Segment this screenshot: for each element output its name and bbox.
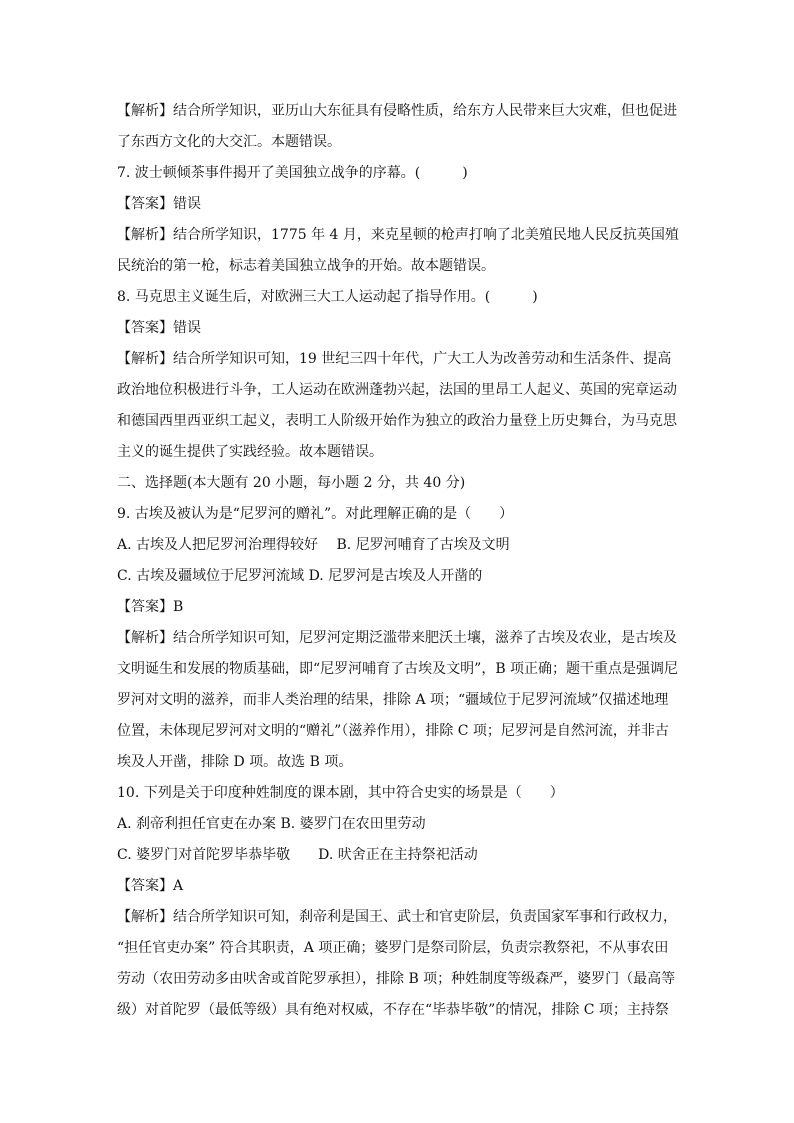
answer-7: 【答案】错误 bbox=[117, 196, 201, 212]
question-9: 9. 古埃及被认为是“尼罗河的赠礼”。对此理解正确的是（ ） bbox=[117, 506, 514, 522]
question-9-options-cd: C. 古埃及疆域位于尼罗河流域 D. 尼罗河是古埃及人开凿的 bbox=[117, 568, 483, 584]
answer-9: 【答案】B bbox=[117, 599, 184, 615]
question-9-options-ab: A. 古埃及人把尼罗河治理得较好 B. 尼罗河哺育了古埃及文明 bbox=[117, 537, 510, 553]
analysis-8-line-3: 和德国西里西亚织工起义，表明工人阶级开始作为独立的政治力量登上历史舞台，为马克思 bbox=[117, 413, 677, 429]
answer-8: 【答案】错误 bbox=[117, 320, 201, 336]
analysis-7-line-1: 【解析】结合所学知识，1775 年 4 月，来克星顿的枪声打响了北美殖民地人民反抗英国殖 bbox=[117, 227, 679, 243]
answer-10: 【答案】A bbox=[117, 878, 184, 894]
question-10-options-ab: A. 刹帝利担任官吏在办案 B. 婆罗门在农田里劳动 bbox=[117, 816, 426, 832]
analysis-10-line-4: 级）对首陀罗（最低等级）具有绝对权威，不存在“毕恭毕敬”的情况，排除 C 项；主持祭 bbox=[117, 1002, 669, 1018]
question-7: 7. 波士顿倾茶事件揭开了美国独立战争的序幕。( ) bbox=[117, 165, 468, 181]
analysis-9-line-2: 文明诞生和发展的物质基础，即“尼罗河哺育了古埃及文明”，B 项正确；题干重点是强调尼 bbox=[117, 661, 679, 677]
section-heading: 二、选择题(本大题有 20 小题，每小题 2 分，共 40 分) bbox=[117, 475, 466, 491]
analysis-8-line-4: 主义的诞生提供了实践经验。故本题错误。 bbox=[117, 444, 383, 460]
analysis-6-line-1: 【解析】结合所学知识，亚历山大东征具有侵略性质，给东方人民带来巨大灾难，但也促进 bbox=[117, 103, 677, 119]
analysis-10-line-1: 【解析】结合所学知识可知，刹帝利是国王、武士和官吏阶层，负责国家军事和行政权力， bbox=[117, 909, 677, 925]
question-8: 8. 马克思主义诞生后，对欧洲三大工人运动起了指导作用。( ) bbox=[117, 289, 538, 305]
analysis-8-line-1: 【解析】结合所学知识可知，19 世纪三四十年代，广大工人为改善劳动和生活条件、提高 bbox=[117, 351, 672, 367]
question-10-options-cd: C. 婆罗门对首陀罗毕恭毕敬 D. 吠舍正在主持祭祀活动 bbox=[117, 847, 478, 863]
analysis-6-line-2: 了东西方文化的大交汇。本题错误。 bbox=[117, 134, 341, 150]
analysis-9-line-1: 【解析】结合所学知识可知，尼罗河定期泛滥带来肥沃土壤，滋养了古埃及农业，是古埃及 bbox=[117, 630, 677, 646]
analysis-9-line-4: 位置，未体现尼罗河对文明的“赠礼”（滋养作用），排除 C 项；尼罗河是自然河流，并非古 bbox=[117, 723, 669, 739]
analysis-10-line-2: “担任官吏办案” 符合其职责，A 项正确；婆罗门是祭司阶层，负责宗教祭祀，不从事农田 bbox=[117, 940, 669, 956]
analysis-10-line-3: 劳动（农田劳动多由吠舍或首陀罗承担），排除 B 项；种姓制度等级森严，婆罗门（最高等 bbox=[117, 971, 676, 987]
question-10: 10. 下列是关于印度种姓制度的课本剧，其中符合史实的场景是（ ） bbox=[117, 785, 564, 801]
analysis-9-line-3: 罗河对文明的滋养，而非人类治理的结果，排除 A 项；“疆域位于尼罗河流域”仅描述地理 bbox=[117, 692, 669, 708]
analysis-7-line-2: 民统治的第一枪，标志着美国独立战争的开始。故本题错误。 bbox=[117, 258, 495, 274]
document-page bbox=[117, 96, 687, 1026]
analysis-9-line-5: 埃及人开凿，排除 D 项。故选 B 项。 bbox=[117, 754, 353, 770]
analysis-8-line-2: 政治地位积极进行斗争，工人运动在欧洲蓬勃兴起，法国的里昂工人起义、英国的宪章运动 bbox=[117, 382, 677, 398]
